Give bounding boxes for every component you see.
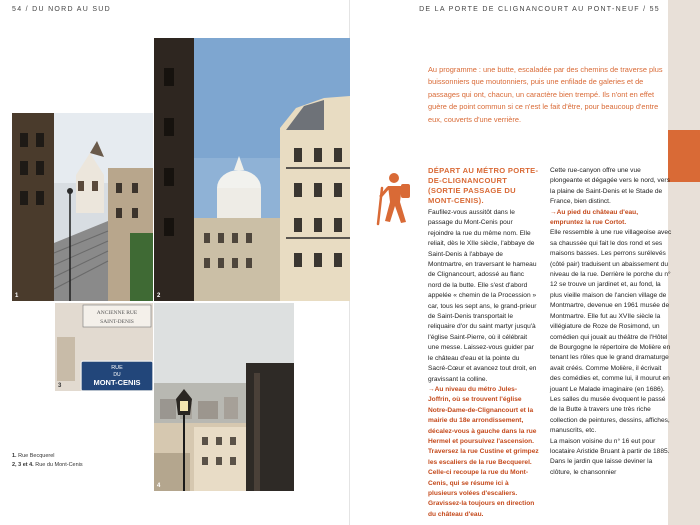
chapter-tab xyxy=(668,130,700,182)
photo-1 xyxy=(12,113,153,301)
photo-4 xyxy=(154,303,294,491)
photo-4-number: 4 xyxy=(157,483,161,489)
photo-captions xyxy=(12,452,83,470)
col1-paragraph-1: Faufilez-vous aussitôt dans le passage du Mont-Cenis pour rejoindre la rue du même nom. Elle reliait, dès le XIIe siècle, l'abbaye de Saint-Denis à l'abbaye de Montmartre, en traversant le hameau de Clignancourt, adossé au flanc nord de la butte. Elle s'est d'abord appelée « chemin de la Procession » car, tous les sept ans, le grand-prieur de Saint-Denis transportait le reliquaire d'or du saint martyr jusqu'à l'église Saint-Pierre, où il célébrait une messe. Laissez-vous guider par le château d'eau et la pointe du Sacré-Cœur et avancez tout droit, en gravissant la colline. xyxy=(428,209,537,383)
right-running-header: DE LA PORTE DE CLIGNANCOURT AU PONT-NEUF / 55 xyxy=(419,6,660,13)
col2-direction-1: →Au pied du château d'eau, empruntez la rue Cortot. xyxy=(550,208,639,227)
sign-rue: RUE xyxy=(111,365,123,371)
route-start-heading: DÉPART AU MÉTRO PORTE-DE-CLIGNANCOURT (SORTIE PASSAGE DU MONT-CENIS). xyxy=(428,166,539,205)
photo-3-number: 3 xyxy=(58,383,62,389)
intro-paragraph: Au programme : une butte, escaladée par des chemins de traverse plus buissonniers que moutonniers, puis une enfilade de galeries et de passages qui ont, chacun, un caractère bien trempé. Ils n'ont en effet guère de point commun si ce n'est le fait d'être, pour beaucoup d'entre eux, couverts d'une verrière. xyxy=(428,65,663,124)
photo-2 xyxy=(154,38,350,301)
hiker-icon xyxy=(372,170,418,226)
col2-paragraph-1: Cette rue-canyon offre une vue plongeante et dégagée vers le nord, vers la plaine de Saint-Denis et le Stade de France, bien distinct. xyxy=(550,167,670,206)
sign-saint-denis: SAINT-DENIS xyxy=(100,319,134,325)
caption-1-text: Rue Becquerel xyxy=(18,453,55,459)
sign-du: DU xyxy=(113,372,121,378)
photo-3 xyxy=(55,303,153,391)
caption-1-number: 1. xyxy=(12,453,17,459)
caption-2-text: Rue du Mont-Cenis xyxy=(35,462,83,468)
photo-1-number: 1 xyxy=(15,293,19,299)
side-band xyxy=(668,0,700,525)
photo-2-number: 2 xyxy=(157,293,161,299)
sign-mont-cenis: MONT-CENIS xyxy=(93,378,141,387)
caption-2-number: 2, 3 et 4. xyxy=(12,462,34,468)
sign-ancienne-rue: ANCIENNE RUE xyxy=(96,310,138,316)
text-column-1 xyxy=(428,166,539,520)
col1-direction-1: →Au niveau du métro Jules-Joffrin, où se trouvent l'église Notre-Dame-de-Clignancourt et la mairie du 18e arrondissement, décalez-vous à gauche dans la rue Hermel et poursuivez l'ascension. Traversez la rue Custine et grimpez les escaliers de la rue Becquerel. Celle-ci recoupe la rue du Mont-Cenis, qui se résume ici à plusieurs volées d'escaliers. Gravissez-la toujours en direction du château d'eau. xyxy=(428,385,539,518)
left-running-header: 54 / DU NORD AU SUD xyxy=(12,6,111,13)
text-column-2 xyxy=(550,166,672,478)
col2-paragraph-3: La maison voisine du n° 16 eut pour locataire Aristide Bruant à partir de 1885. Dans le jardin que laisse deviner la clôture, le chansonnier xyxy=(550,437,670,476)
col2-paragraph-2: Elle ressemble à une rue villageoise avec sa chaussée qui fait le dos rond et ses maisons basses. Les perrons surélevés (côté pair) traduisent un abaissement du niveau de la rue. Derrière le porche du n° 12 se trouve un jardinet et, au fond, la plus vieille maison de l'ancien village de Montmartre, devenue en 1961 musée de Montmartre. Elle fut au XVIIe siècle la villégiature de Roze de Rosimond, un comédien qui jouait au théâtre de l'Hôtel de Bourgogne le répertoire de Molière en tenant les rôles que le grand dramaturge avait créés. Comme Molière, il écrivait des comédies et, comme lui, il mourut en jouant Le Malade imaginaire (en 1686). Les salles du musée évoquent le passé de la Butte à travers une très riche collection de peintures, dessins, affiches, manuscrits, etc. xyxy=(550,229,672,435)
